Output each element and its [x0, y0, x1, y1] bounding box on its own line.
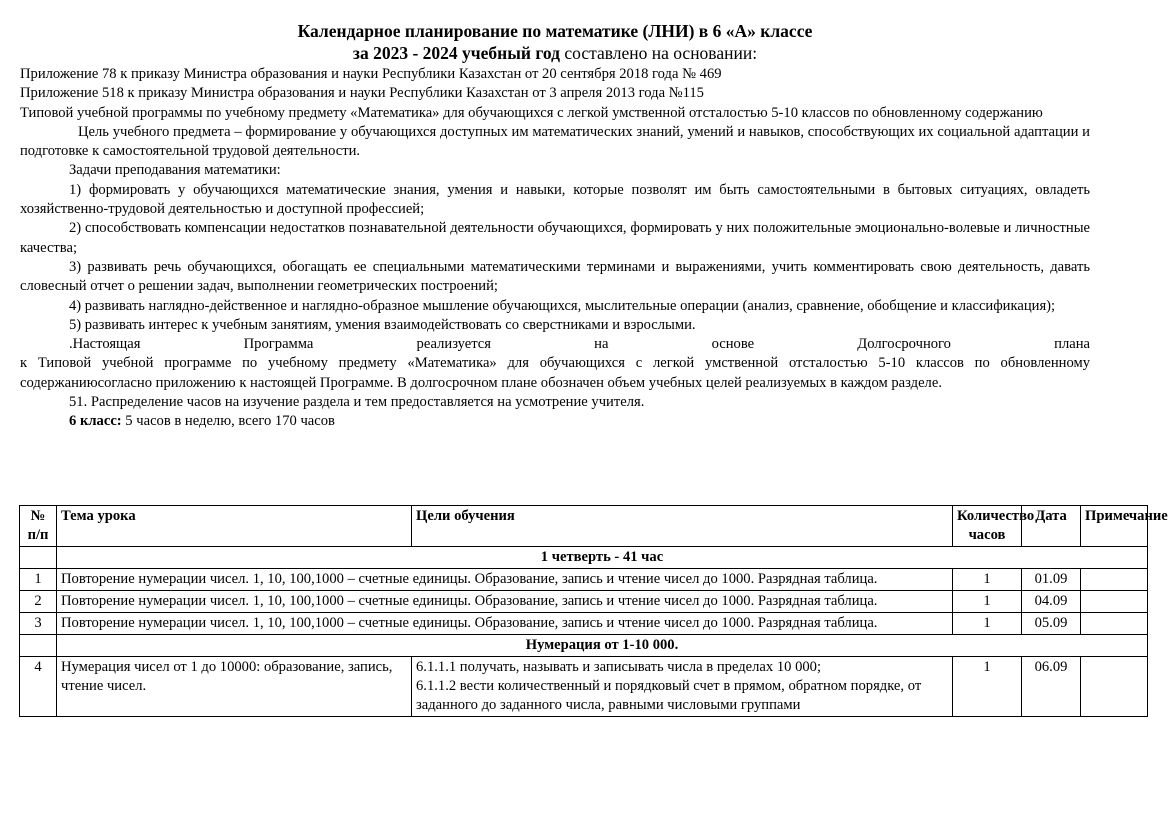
task-2: 2) способствовать компенсации недостатков познавательной деятельности обучающихся, формировать у них положительные эмоционально-волевые и личностные качества;: [20, 220, 1090, 256]
subtitle-bold: за 2023 - 2024 учебный год: [352, 43, 560, 63]
section-row-numeration: [20, 635, 1148, 657]
table-row: 1 Повторение нумерации чисел. 1, 10, 100,1000 – счетные единицы. Образование, запись и чтение чисел до 1000. Разрядная таблица. 1 01.09: [20, 569, 1148, 591]
basis-line-3: Типовой учебной программы по учебному предмету «Математика» для обучающихся с легкой умственной отсталостью 5-10 классов по обновленному содержанию: [20, 104, 1043, 121]
table-row: 3 Повторение нумерации чисел. 1, 10, 100,1000 – счетные единицы. Образование, запись и чтение чисел до 1000. Разрядная таблица. 1 05.09: [20, 613, 1148, 635]
task-5: 5) развивать интерес к учебным занятиям, умения взаимодействовать со сверстниками и взрослыми.: [69, 316, 696, 333]
section-title: 1 четверть - 41 час: [57, 547, 1148, 569]
table-header-row: [20, 506, 1148, 547]
lesson-plan-table: [19, 505, 1168, 717]
class-label: 6 класс:: [69, 413, 122, 430]
intro-text: [20, 65, 1090, 432]
class-hours-text: 5 часов в неделю, всего 170 часов: [121, 413, 335, 430]
program-line: .Настоящая Программа реализуется на основе Долгосрочного плана: [69, 336, 1090, 353]
header-goals: Цели обучения: [412, 506, 953, 547]
basis-line-2: Приложение 518 к приказу Министра образования и науки Республики Казахстан от 3 апреля 2013 года №115: [20, 85, 704, 102]
header-topic: Тема урока: [57, 506, 412, 547]
subtitle-rest: составлено на основании:: [559, 43, 758, 63]
section-row-quarter-1: [20, 547, 1148, 569]
program-text: к Типовой учебной программе по учебному предмету «Математика» для обучающихся с легкой умственной отсталостью 5-10 классов по обновленному содержаниюсогласно приложению к настоящей Программе. В долгосрочном плане обозначен объем учебных целей реализуемых в каждом разделе.: [20, 355, 1090, 391]
section-title: Нумерация от 1-10 000.: [57, 635, 1148, 657]
task-4: 4) развивать наглядно-действенное и наглядно-образное мышление обучающихся, мыслительные операции (анализ, сравнение, обобщение и классификация);: [69, 297, 1056, 314]
header-date: Дата: [1022, 506, 1081, 547]
table-row: 2 Повторение нумерации чисел. 1, 10, 100,1000 – счетные единицы. Образование, запись и чтение чисел до 1000. Разрядная таблица. 1 04.09: [20, 591, 1148, 613]
task-1: 1) формировать у обучающихся математические знания, умения и навыки, которые позволят им быть самостоятельными в бытовых ситуациях, овладеть хозяйственно-трудовой деятельностью и доступной профессией;: [20, 181, 1090, 218]
document-title: Календарное планирование по математике (ЛНИ) в 6 «А» классе: [297, 21, 813, 41]
tasks-heading: Задачи преподавания математики:: [69, 162, 281, 179]
learning-goals: 6.1.1.1 получать, называть и записывать числа в пределах 10 000; 6.1.1.2 вести количественный и порядковый счет в прямом, обратном порядке, от заданного до заданного числа, равными числовыми группами: [412, 657, 953, 717]
header-num: № п/п: [20, 506, 57, 547]
subject-goal: Цель учебного предмета – формирование у обучающихся доступных им математических знаний, умений и навыков, способствующих их социальной адаптации и подготовке к самостоятельной трудовой деятельности.: [20, 123, 1090, 160]
document-subtitle: [20, 43, 1090, 64]
class-hours: [20, 412, 1090, 431]
task-3: 3) развивать речь обучающихся, обогащать ее специальными математическими терминами и выражениями, учить комментировать свою деятельность, давать словесный отчет о решении задач, выполнении геометрических построений;: [20, 258, 1090, 295]
basis-line-1: Приложение 78 к приказу Министра образования и науки Республики Казахстан от 20 сентября 2018 года № 469: [20, 66, 722, 82]
table-row: 4 Нумерация чисел от 1 до 10000: образование, запись, чтение чисел. 6.1.1.1 получать, называть и записывать числа в пределах 10 000; 6.1.1.2 вести количественный и порядковый счет в прямом, обратном порядке, от заданного до заданного числа, равными числовыми группами 1 06.09: [20, 657, 1148, 717]
header-note: Примечание: [1081, 506, 1148, 547]
header-hours: Количество часов: [953, 506, 1022, 547]
hours-distribution: 51. Распределение часов на изучение раздела и тем предоставляется на усмотрение учителя.: [69, 394, 645, 411]
